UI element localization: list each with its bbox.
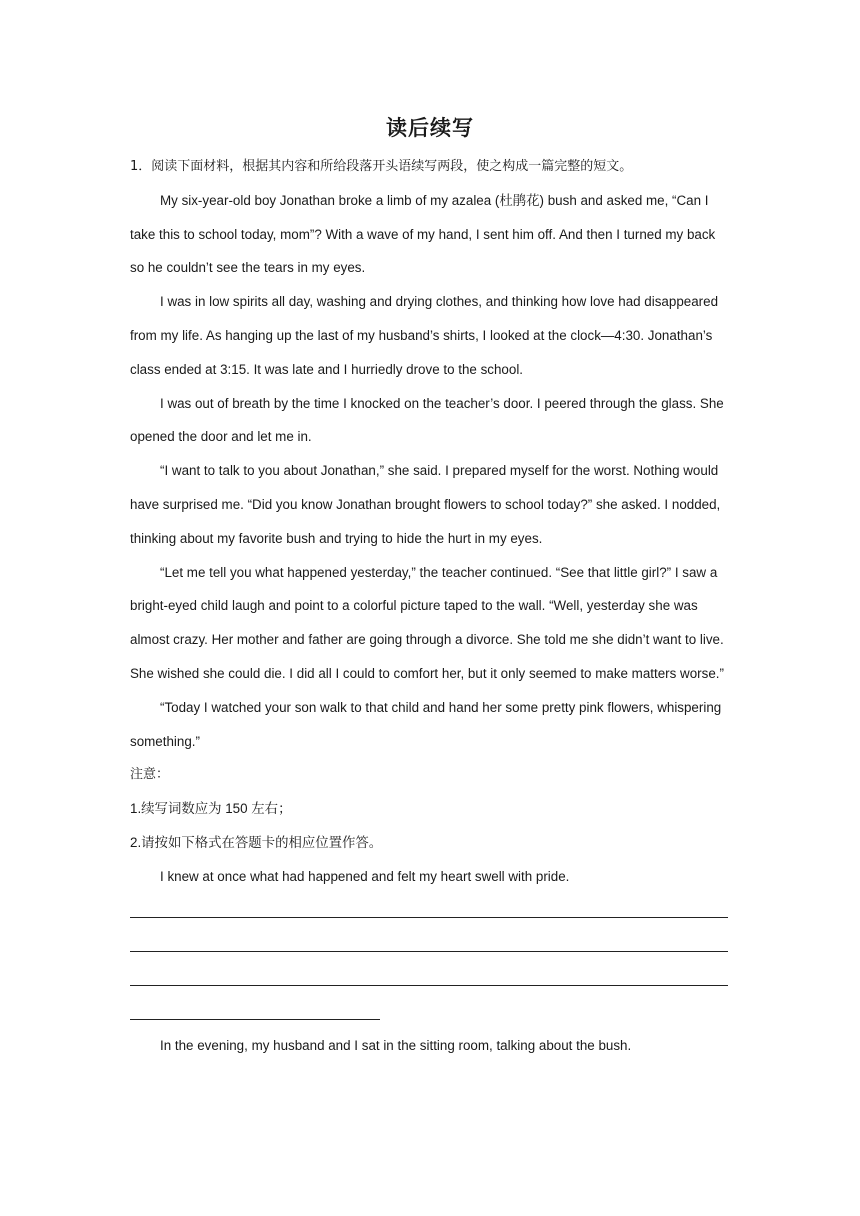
note-item-1: 1.续写词数应为 150 左右； — [130, 801, 292, 817]
passage-paragraph-5: “Let me tell you what happened yesterday,” the teacher continued. “See that little girl?” I saw a bright-eyed child laugh and point to a colorful picture taped to the wall. “Well, yesterday she was almost crazy. Her mother and father are going through a divorce. She told me she didn’t want to live. She wished she could die. I did all I could to comfort her, but it only seemed to make matters worse.” — [130, 564, 724, 681]
paragraph-start-2: In the evening, my husband and I sat in the sitting room, talking about the bush. — [160, 1037, 632, 1053]
answer-line[interactable] — [130, 894, 730, 928]
passage-paragraph-3: I was out of breath by the time I knocked on the teacher’s door. I peered through the glass. She opened the door and let me in. — [130, 395, 724, 445]
passage-paragraph-2: I was in low spirits all day, washing and drying clothes, and thinking how love had disappeared from my life. As hanging up the last of my husband’s shirts, I looked at the clock—4:30. Jonathan’s class ended at 3:15. It was late and I hurriedly drove to the school. — [130, 294, 719, 377]
passage-paragraph-1: My six-year-old boy Jonathan broke a limb of my azalea (杜鹃花) bush and asked me, “Can I take this to school today, mom”? With a wave of my hand, I sent him off. And then I turned my back so he couldn’t see the tears in my eyes. — [130, 192, 716, 276]
passage-paragraph-6: “Today I watched your son walk to that child and hand her some pretty pink flowers, whispering something.” — [130, 699, 722, 749]
passage-paragraph-4: “I want to talk to you about Jonathan,” she said. I prepared myself for the worst. Nothing would have surprised me. “Did you know Jonathan brought flowers to school today?” she asked. I nodded, thinking about my favorite bush and trying to hide the hurt in my eyes. — [130, 463, 721, 546]
question-instruction: 1．阅读下面材料，根据其内容和所给段落开头语续写两段，使之构成一篇完整的短文。 — [130, 159, 633, 174]
paragraph-start-1: I knew at once what had happened and felt my heart swell with pride. — [160, 868, 570, 884]
note-item-2: 2.请按如下格式在答题卡的相应位置作答。 — [130, 834, 383, 850]
question-body — [130, 150, 730, 1063]
answer-line[interactable] — [130, 927, 730, 961]
answer-line[interactable] — [130, 995, 730, 1029]
page-title: 读后续写 — [386, 116, 474, 140]
answer-line[interactable] — [130, 961, 730, 995]
notes-heading: 注意： — [130, 767, 170, 783]
